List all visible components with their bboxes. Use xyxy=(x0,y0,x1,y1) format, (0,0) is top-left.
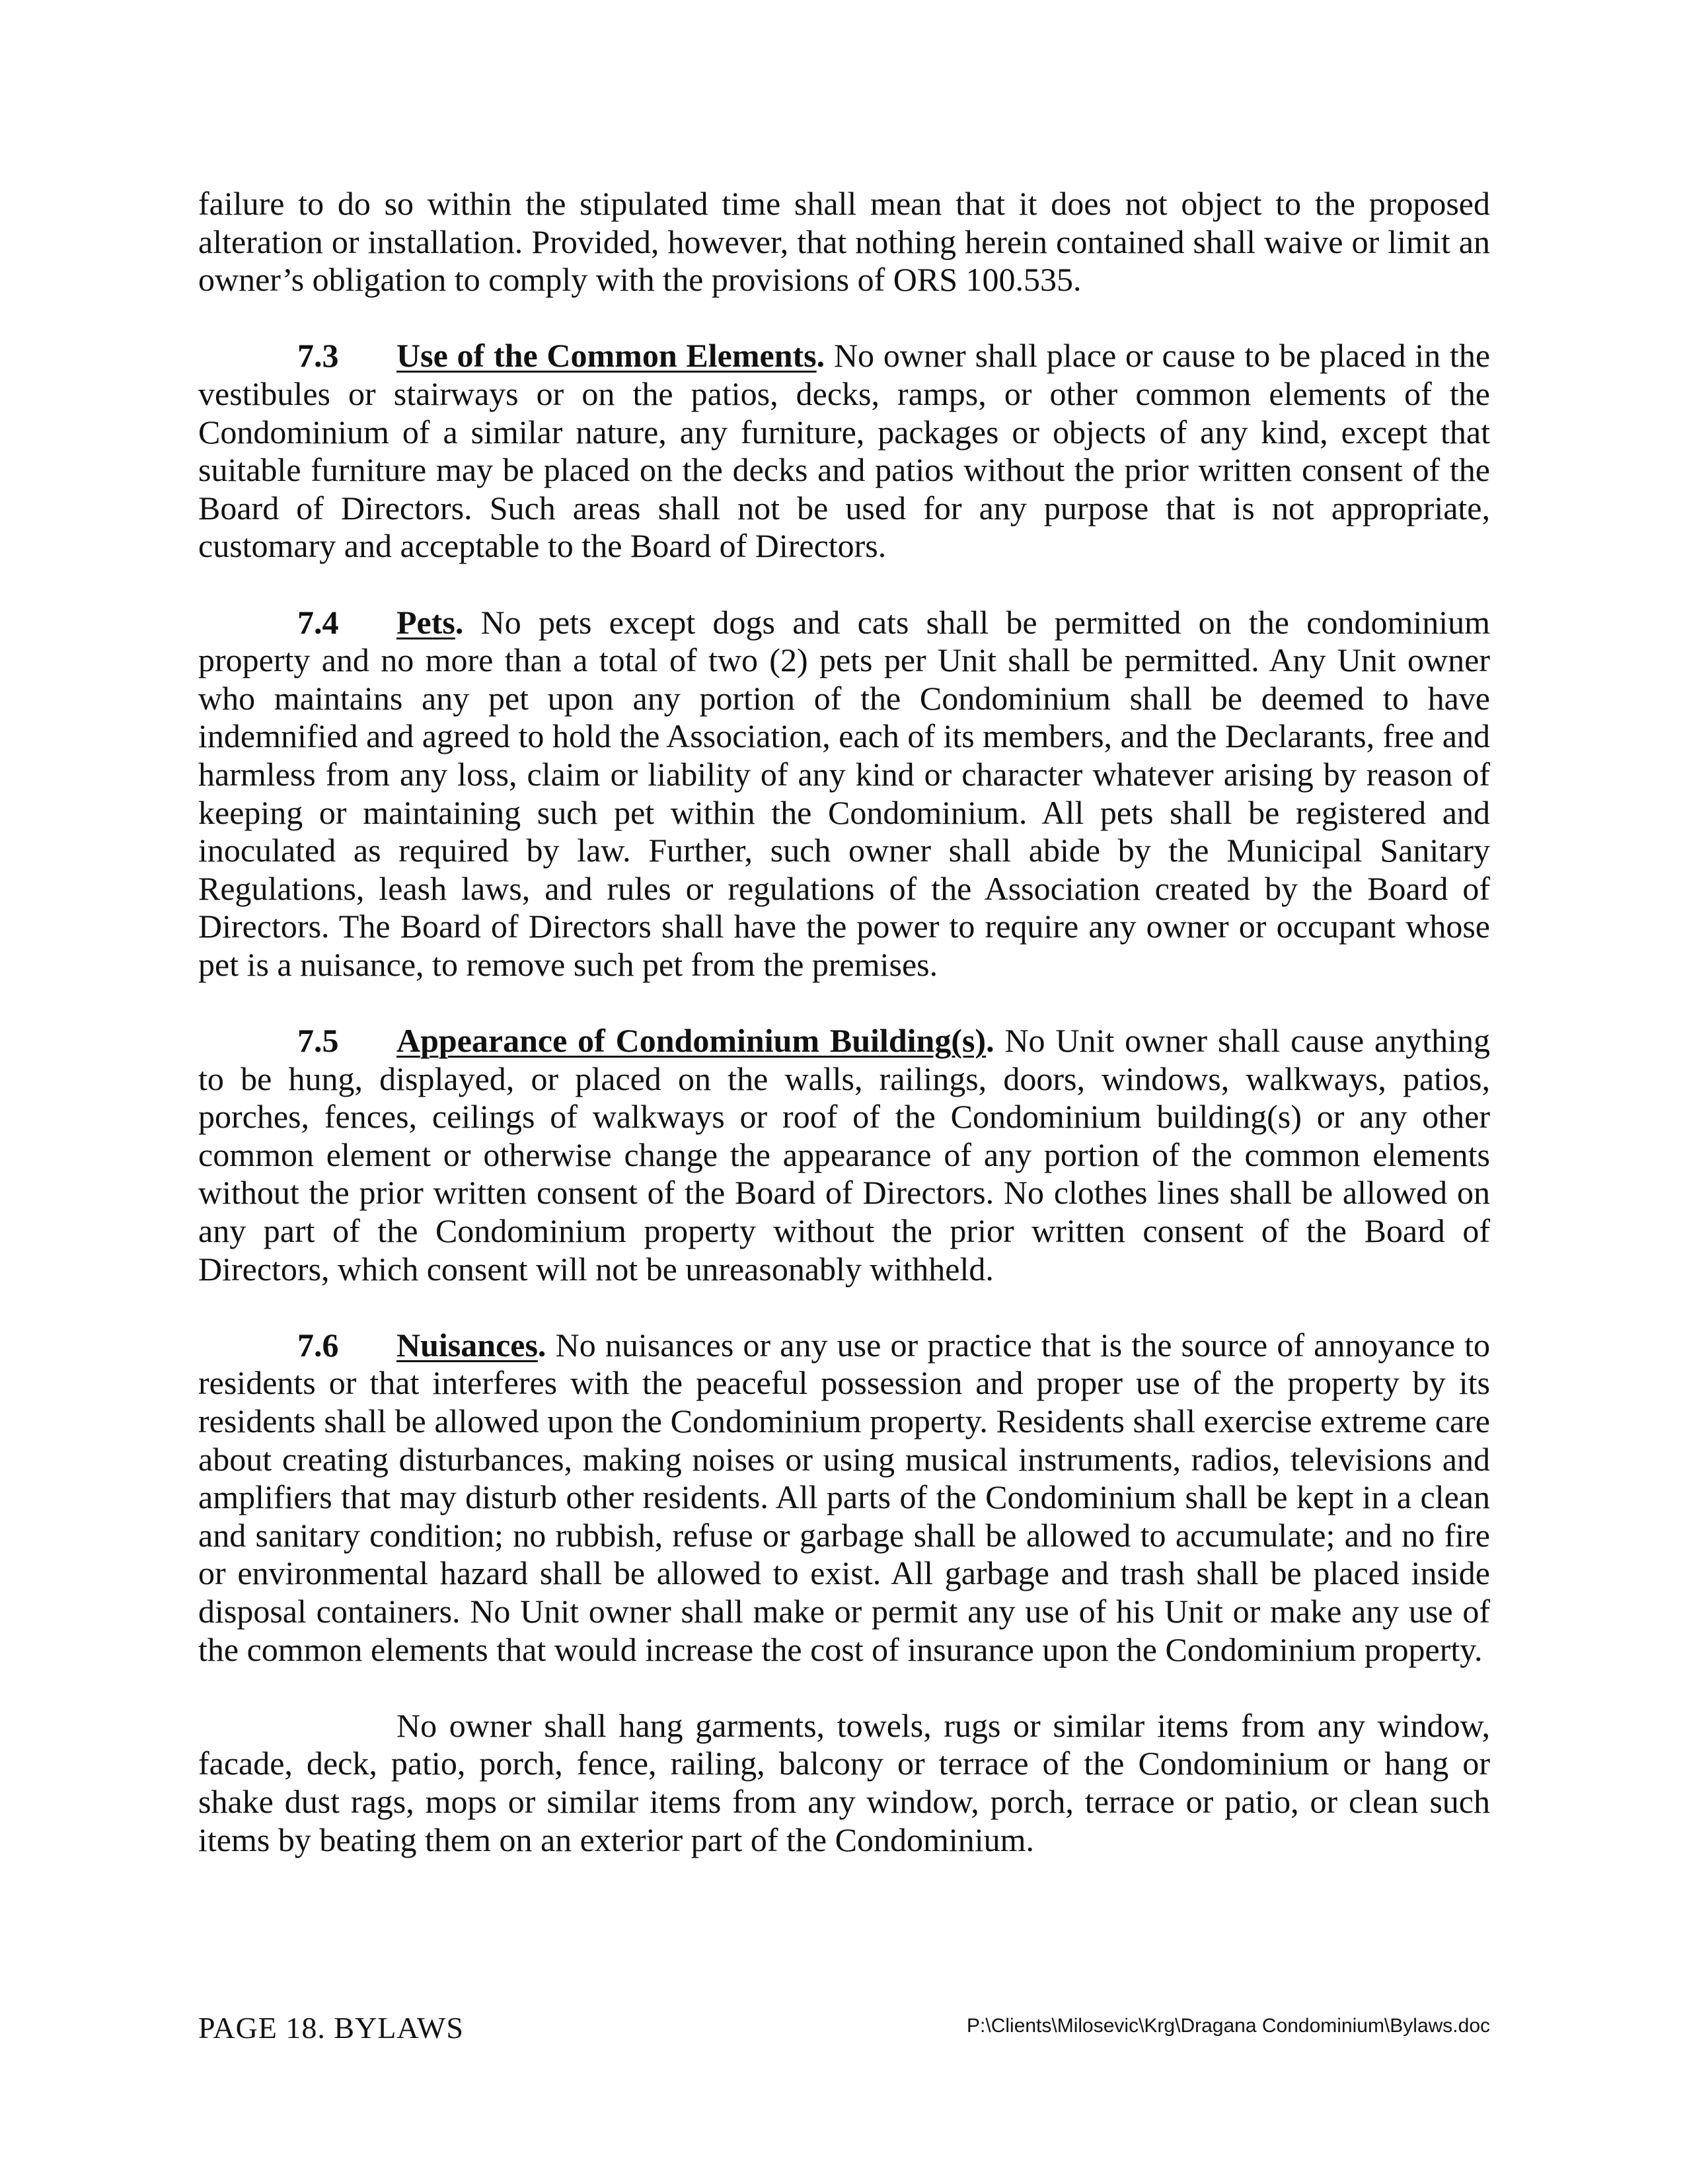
section-number: 7.5 xyxy=(297,1022,339,1060)
section-7-4: 7.4 Pets. No pets except dogs and cats shall be permitted on the condominium property and no more than a total of two (2) pets per Unit shall be permitted. Any Unit owner who maintains any pet upon any portion of the Condominium shall be deemed to have indemnified and agreed to hold the Association, each of its members, and the Declarants, free and harmless from any loss, claim or liability of any kind or character whatever arising by reason of keeping or maintaining such pet within the Condominium. All pets shall be registered and inoculated as required by law. Further, such owner shall abide by the Municipal Sanitary Regulations, leash laws, and rules or regulations of the Association created by the Board of Directors. The Board of Directors shall have the power to require any owner or occupant whose pet is a nuisance, to remove such pet from the premises. xyxy=(198,603,1491,983)
section-body: No pets except dogs and cats shall be permitted on the condominium property and no more than a total of two (2) pets per Unit shall be permitted. Any Unit owner who maintains any pet upon any portion of the Condominium shall be deemed to have indemnified and agreed to hold the Association, each of its members, and the Declarants, free and harmless from any loss, claim or liability of any kind or character whatever arising by reason of keeping or maintaining such pet within the Condominium. All pets shall be registered and inoculated as required by law. Further, such owner shall abide by the Municipal Sanitary Regulations, leash laws, and rules or regulations of the Association created by the Board of Directors. The Board of Directors shall have the power to require any owner or occupant whose pet is a nuisance, to remove such pet from the premises. xyxy=(198,603,1491,983)
section-7-5: 7.5 Appearance of Condominium Building(s). No Unit owner shall cause anything to be hung, displayed, or placed on the walls, railings, doors, windows, walkways, patios, porches, fences, ceilings of walkways or roof of the Condominium building(s) or any other common element or otherwise change the appearance of any portion of the common elements without the prior written consent of the Board of Directors. No clothes lines shall be allowed on any part of the Condominium property without the prior written consent of the Board of Directors, which consent will not be unreasonably withheld. xyxy=(198,1022,1490,1288)
intro-paragraph: failure to do so within the stipulated time shall mean that it does not object to the proposed alteration or installation. Provided, however, that nothing herein contained shall waive or limit an owner’s obligation to comply with the provisions of ORS 100.535. xyxy=(198,185,1490,299)
section-number: 7.3 xyxy=(297,337,339,375)
section-7-3: 7.3 Use of the Common Elements. No owner shall place or cause to be placed in the vestibules or stairways or on the patios, decks, ramps, or other common elements of the Condominium of a similar nature, any furniture, packages or objects of any kind, except that suitable furniture may be placed on the decks and patios without the prior written consent of the Board of Directors. Such areas shall not be used for any purpose that is not appropriate, customary and acceptable to the Board of Directors. xyxy=(198,337,1491,565)
section-body: No nuisances or any use or practice that is the source of annoyance to residents or that interferes with the peaceful possession and proper use of the property by its residents shall be allowed upon the Condominium property. Residents shall exercise extreme care about creating disturbances, making noises or using musical instruments, radios, televisions and amplifiers that may disturb other residents. All parts of the Condominium shall be kept in a clean and sanitary condition; no rubbish, refuse or garbage shall be allowed to accumulate; and no fire or environmental hazard shall be allowed to exist. All garbage and trash shall be placed inside disposal containers. No Unit owner shall make or permit any use of his Unit or make any use of the common elements that would increase the cost of insurance upon the Condominium property. xyxy=(198,1326,1490,1668)
section-title: Pets xyxy=(396,603,455,641)
footer-file-path: P:\Clients\Milosevic\Krg\Dragana Condominium\Bylaws.doc xyxy=(967,2015,1490,2037)
footer-page-label: PAGE 18. BYLAWS xyxy=(198,2011,464,2045)
section-number: 7.4 xyxy=(297,603,339,641)
section-body: No Unit owner shall cause anything to be hung, displayed, or placed on the walls, railings, doors, windows, walkways, patios, porches, fences, ceilings of walkways or roof of the Condominium building(s) or any other common element or otherwise change the appearance of any portion of the common elements without the prior written consent of the Board of Directors. No clothes lines shall be allowed on any part of the Condominium property without the prior written consent of the Board of Directors, which consent will not be unreasonably withheld. xyxy=(198,1022,1490,1288)
section-title: Nuisances xyxy=(396,1326,538,1364)
section-title: Appearance of Condominium Building(s) xyxy=(396,1022,987,1060)
section-7-6: 7.6 Nuisances. No nuisances or any use or practice that is the source of annoyance to residents or that interferes with the peaceful possession and proper use of the property by its residents shall be allowed upon the Condominium property. Residents shall exercise extreme care about creating disturbances, making noises or using musical instruments, radios, televisions and amplifiers that may disturb other residents. All parts of the Condominium shall be kept in a clean and sanitary condition; no rubbish, refuse or garbage shall be allowed to accumulate; and no fire or environmental hazard shall be allowed to exist. All garbage and trash shall be placed inside disposal containers. No Unit owner shall make or permit any use of his Unit or make any use of the common elements that would increase the cost of insurance upon the Condominium property. xyxy=(198,1326,1490,1668)
section-title: Use of the Common Elements xyxy=(396,337,817,375)
section-body: No owner shall place or cause to be placed in the vestibules or stairways or on the patios, decks, ramps, or other common elements of the Condominium of a similar nature, any furniture, packages or objects of any kind, except that suitable furniture may be placed on the decks and patios without the prior written consent of the Board of Directors. Such areas shall not be used for any purpose that is not appropriate, customary and acceptable to the Board of Directors. xyxy=(198,337,1491,565)
section-number: 7.6 xyxy=(297,1326,339,1364)
document-body xyxy=(198,185,1490,1859)
closing-paragraph: No owner shall hang garments, towels, rugs or similar items from any window, facade, deck, patio, porch, fence, railing, balcony or terrace of the Condominium or hang or shake dust rags, mops or similar items from any window, porch, terrace or patio, or clean such items by beating them on an exterior part of the Condominium. xyxy=(198,1706,1490,1858)
